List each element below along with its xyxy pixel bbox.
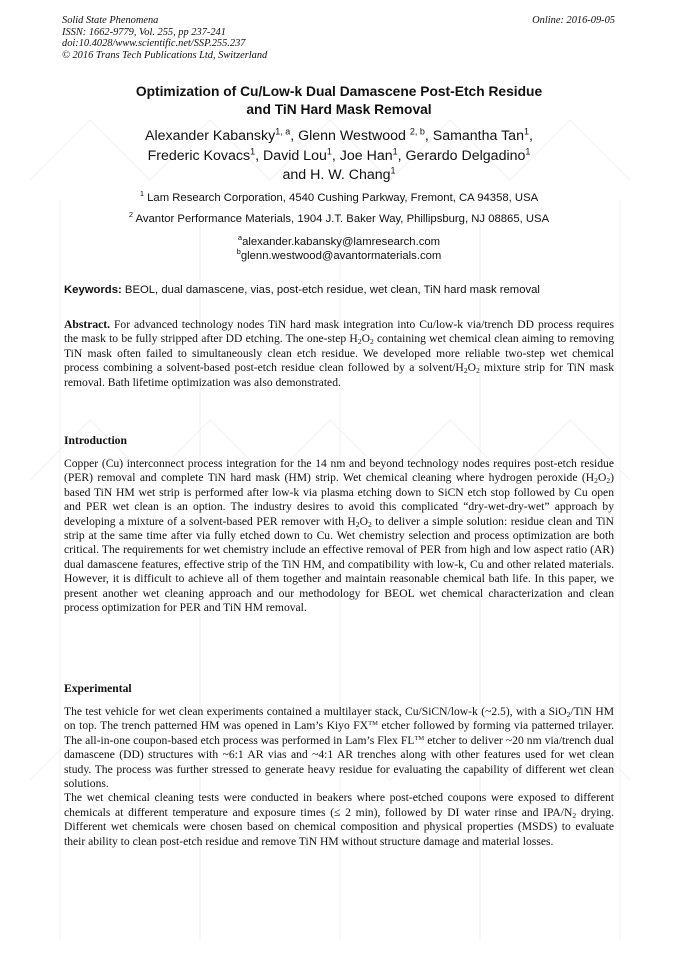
exp-text: The wet chemical cleaning tests were conducted in beakers where post-etched coupons were exposed to different chemicals at different temperature and exposure times (≤ 2 min), followed by DI water rinse and IPA/N — [64, 791, 614, 819]
abstract-text: mixture strip for TiN mask removal. Bath lifetime optimization was also demonstrated. — [64, 361, 614, 389]
section-heading-introduction: Introduction — [64, 434, 127, 447]
intro-text: Copper (Cu) interconnect process integration for the 14 nm and beyond technology nodes requires post-etch residue (PER) removal and complete TiN hard mask (HM) strip. Wet chemical cleaning where hydrogen peroxide (H — [64, 457, 614, 485]
subscript: 2 — [369, 337, 374, 347]
affiliation-text: Avantor Performance Materials, 1904 J.T. Baker Way, Phillipsburg, NJ 08865, USA — [133, 213, 550, 225]
author-affil-mark: 1 — [392, 145, 398, 156]
trademark-mark: TM — [414, 734, 425, 742]
issn-line: ISSN: 1662-9779, Vol. 255, pp 237-241 — [62, 26, 226, 38]
author-affil-mark: 1, a — [275, 126, 291, 137]
affiliation-mark: 1 — [139, 189, 145, 199]
abstract-text: O — [361, 332, 370, 346]
email-block — [40, 235, 638, 263]
exp-text: /TiN HM on top. The trench patterned HM was opened in Lam’s Kiyo FX — [64, 705, 614, 733]
abstract — [64, 318, 614, 390]
subscript: 2 — [566, 710, 571, 719]
email-mark: b — [236, 247, 241, 257]
section-heading-experimental: Experimental — [64, 682, 132, 695]
intro-text: to deliver a simple solution: residue clean and TiN strip at the same time after via fully etched down to Cu. Wet chemistry selection and process optimization are both critical. The requirements for wet chemistry include an effective removal of PER from high and low aspect ratio (AR) dual damascene features, effective strip of the TiN HM, and compatibility with low-k, Cu and other related materials. However, it is difficult to achieve all of them together and maintain reasonable chemical bath life. In this paper, we present another wet cleaning approach and our methodology for BEOL wet chemical characterization and clean process optimization for PER and TiN HM removal. — [64, 514, 614, 615]
author-name: Samantha Tan — [432, 128, 524, 144]
email-line — [40, 235, 638, 249]
abstract-text: O — [467, 361, 476, 375]
copyright-line: © 2016 Trans Tech Publications Ltd, Switzerland — [62, 49, 268, 61]
author-affil-mark: 1 — [523, 126, 529, 137]
doi-line: doi:10.4028/www.scientific.net/SSP.255.237 — [62, 38, 246, 50]
author-separator: , — [424, 128, 433, 144]
author-affil-mark: 1 — [326, 145, 332, 156]
subscript: 2 — [463, 366, 468, 376]
author-separator: , — [255, 147, 263, 164]
author-name: David Lou — [262, 147, 327, 164]
abstract-text: For advanced technology nodes TiN hard mask integration into Cu/low-k via/trench DD process requires the mask to be fully stripped after DD etching. The one-step H — [64, 318, 614, 346]
subscript: 2 — [475, 366, 480, 376]
abstract-text: containing wet chemical clean aiming to removing TiN mask often failed to simultaneously clean etch residue. We developed more reliable two-step wet chemical process combining a solvent-based post-etch residue clean followed by a solvent/H — [64, 332, 614, 375]
affiliation-mark: 2 — [128, 210, 134, 220]
affiliation-1 — [40, 189, 638, 205]
subscript: 2 — [355, 519, 360, 529]
experimental-paragraph-2 — [64, 791, 614, 849]
paper-title — [40, 83, 638, 118]
trademark-mark: TM — [368, 720, 378, 728]
affiliation-2 — [40, 210, 638, 226]
email-mark: a — [237, 233, 243, 243]
author-line-2 — [40, 147, 638, 167]
author-line-3 — [40, 166, 638, 186]
email-link[interactable]: glenn.westwood@avantormaterials.com — [240, 250, 442, 262]
author-name: Alexander Kabansky — [145, 128, 276, 144]
title-line-2: and TiN Hard Mask Removal — [246, 101, 432, 117]
subscript: 2 — [572, 810, 577, 820]
abstract-label: Abstract. — [64, 318, 111, 331]
author-affil-mark: 1 — [250, 145, 256, 156]
subscript: 2 — [606, 476, 611, 486]
email-line — [40, 249, 638, 263]
experimental-body — [64, 705, 614, 849]
author-separator: , — [331, 147, 340, 164]
author-line-1 — [40, 127, 638, 147]
author-name: Gerardo Delgadino — [405, 147, 526, 164]
subscript: 2 — [594, 476, 598, 486]
author-separator: , — [397, 147, 406, 164]
subscript: 2 — [367, 519, 372, 529]
exp-text: etcher followed by forming via patterned trilayer. The all-in-one coupon-based etch process was performed in Lam’s Flex FL — [64, 719, 614, 747]
exp-text: drying. Different wet chemicals were chosen based on chemical composition and physical properties (MSDS) to evaluate their ability to clean post-etch residue and remove TiN HM without structure damage and material losses. — [64, 805, 614, 848]
journal-header — [62, 15, 267, 61]
exp-text: etcher to deliver ~20 nm via/trench dual damascene (DD) structures with ~6:1 AR vias and ~4:1 AR trenches along with other features used for wet clean study. The process was further stressed to generate heavy residue for evaluating the capability of different wet clean solutions. — [64, 733, 614, 791]
exp-text: The test vehicle for wet clean experiments contained a multilayer stack, Cu/SiCN/low-k (~2.5), with a SiO — [64, 705, 567, 718]
author-name: Glenn Westwood — [298, 128, 410, 144]
intro-text: O — [359, 514, 368, 528]
author-affil-mark: 1 — [525, 145, 531, 156]
keywords-text: BEOL, dual damascene, vias, post-etch residue, wet clean, TiN hard mask removal — [121, 284, 540, 296]
affiliation-text: Lam Research Corporation, 4540 Cushing Parkway, Fremont, CA 94358, USA — [144, 192, 539, 204]
author-name: Frederic Kovacs — [147, 147, 251, 164]
introduction-body — [64, 457, 614, 615]
intro-text: ) based TiN HM wet strip is performed after low-k via plasma etching down to SiCN etch stop followed by Cu open and PER wet clean is an option. The industry desires to avoid this complicated “dry-wet-dry-wet” approach by developing a mixture of a solvent-based PER remover with H — [64, 471, 614, 528]
intro-text: O — [597, 471, 607, 485]
author-name: and H. W. Chang — [282, 167, 391, 183]
author-name: Joe Han — [339, 147, 393, 164]
subscript: 2 — [357, 337, 362, 347]
author-list — [40, 127, 638, 186]
keywords — [64, 284, 624, 296]
keywords-label: Keywords: — [64, 284, 122, 296]
author-separator: , — [290, 128, 299, 144]
journal-name: Solid State Phenomena — [62, 15, 159, 26]
author-affil-mark: 1 — [390, 165, 396, 176]
experimental-paragraph-1 — [64, 705, 614, 791]
author-separator: , — [528, 128, 533, 144]
title-line-1: Optimization of Cu/Low-k Dual Damascene Post-Etch Residue — [135, 84, 543, 99]
email-link[interactable]: alexander.kabansky@lamresearch.com — [242, 236, 441, 248]
online-date: Online: 2016-09-05 — [532, 15, 615, 26]
author-affil-mark: 2, b — [409, 126, 425, 137]
